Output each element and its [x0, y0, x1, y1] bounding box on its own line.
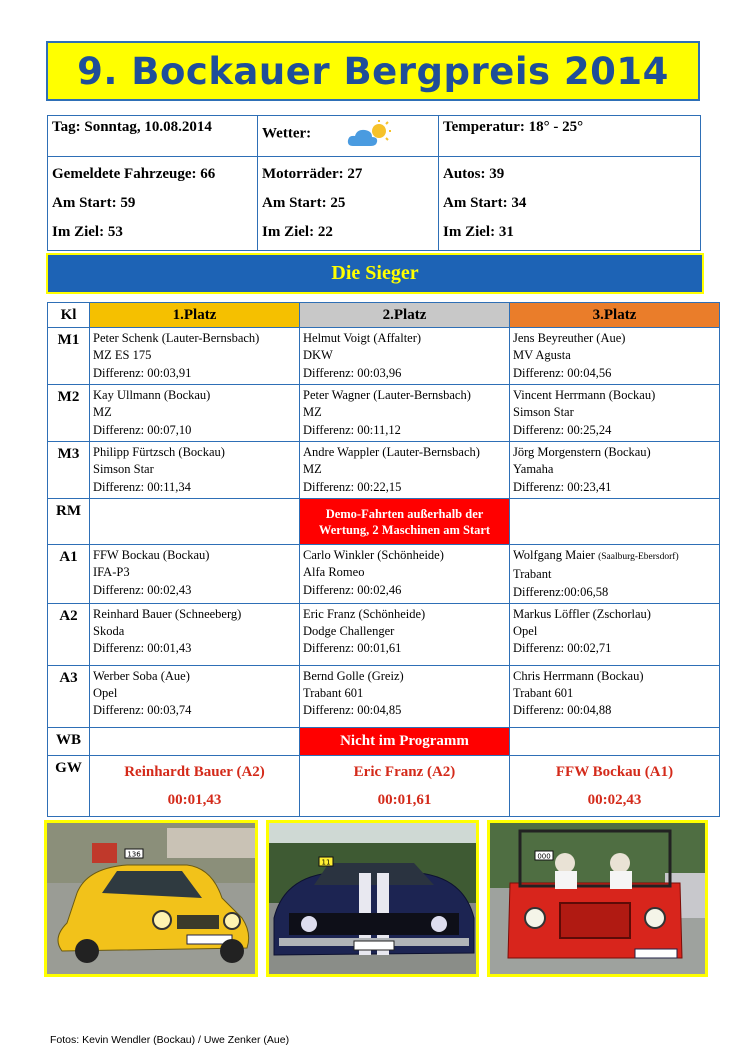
- table-row: [48, 385, 720, 442]
- motorcycles-finished: Im Ziel: 22: [262, 224, 333, 240]
- photo-red-truck: [487, 820, 708, 977]
- class-label: A1: [48, 545, 90, 604]
- table-row: [48, 727, 720, 755]
- class-label: A3: [48, 665, 90, 727]
- result-cell: Bernd Golle (Greiz) Trabant 601 Differenz: 00:04,85: [300, 665, 510, 727]
- result-cell: Peter Schenk (Lauter-Bernsbach) MZ ES 175 Differenz: 00:03,91: [90, 328, 300, 385]
- table-row: [48, 499, 720, 545]
- result-cell: Werber Soba (Aue) Opel Differenz: 00:03,74: [90, 665, 300, 727]
- table-row: [48, 755, 720, 816]
- result-cell: Carlo Winkler (Schönheide) Alfa Romeo Differenz: 00:02,46: [300, 545, 510, 604]
- winners-banner: [46, 253, 704, 294]
- result-cell: Helmut Voigt (Affalter) DKW Differenz: 00:03,96: [300, 328, 510, 385]
- temperature-cell: Temperatur: 18° - 25°: [439, 116, 701, 157]
- result-cell: Andre Wappler (Lauter-Bernsbach) MZ Differenz: 00:22,15: [300, 442, 510, 499]
- class-label: RM: [48, 499, 90, 545]
- empty-cell: [510, 727, 720, 755]
- result-cell: Markus Löffler (Zschorlau) Opel Differenz: 00:02,71: [510, 603, 720, 665]
- table-row: [48, 328, 720, 385]
- photo-credits: Fotos: Kevin Wendler (Bockau) / Uwe Zenker (Aue): [50, 1034, 290, 1046]
- table-row: [48, 442, 720, 499]
- date-cell: Tag: Sonntag, 10.08.2014: [48, 116, 258, 157]
- result-cell: Kay Ullmann (Bockau) MZ Differenz: 00:07,10: [90, 385, 300, 442]
- registered-vehicles: Gemeldete Fahrzeuge: 66: [52, 166, 216, 182]
- table-row: [48, 545, 720, 604]
- cars-finished: Im Ziel: 31: [443, 224, 514, 240]
- empty-cell: [510, 499, 720, 545]
- result-cell: Wolfgang Maier (Saalburg-Ebersdorf) Trabant Differenz:00:06,58: [510, 545, 720, 604]
- first-place-header: 1.Platz: [90, 303, 300, 328]
- result-cell: Eric Franz (Schönheide) Dodge Challenger Differenz: 00:01,61: [300, 603, 510, 665]
- result-cell: Chris Herrmann (Bockau) Trabant 601 Differenz: 00:04,88: [510, 665, 720, 727]
- class-label: M1: [48, 328, 90, 385]
- cars-cell: [439, 157, 701, 251]
- cars-count: Autos: 39: [443, 166, 505, 182]
- overall-winner-1: Reinhardt Bauer (A2) 00:01,43: [90, 755, 300, 816]
- result-cell: FFW Bockau (Bockau) IFA-P3 Differenz: 00:02,43: [90, 545, 300, 604]
- event-info-table: [47, 115, 701, 251]
- vehicles-finished: Im Ziel: 53: [52, 224, 123, 240]
- weather-label: Wetter:: [262, 125, 312, 142]
- class-header: Kl: [48, 303, 90, 328]
- vehicles-started: Am Start: 59: [52, 195, 136, 211]
- results-header-row: [48, 303, 720, 328]
- photo-yellow-car: [44, 820, 258, 977]
- result-cell: Reinhard Bauer (Schneeberg) Skoda Differenz: 00:01,43: [90, 603, 300, 665]
- third-place-header: 3.Platz: [510, 303, 720, 328]
- class-label: M3: [48, 442, 90, 499]
- photo-badge-11: 11: [321, 858, 331, 867]
- page-title-box: [46, 41, 700, 101]
- class-label: M2: [48, 385, 90, 442]
- empty-cell: [90, 727, 300, 755]
- result-cell: Vincent Herrmann (Bockau) Simson Star Differenz: 00:25,24: [510, 385, 720, 442]
- class-label: A2: [48, 603, 90, 665]
- second-place-header: 2.Platz: [300, 303, 510, 328]
- photo-blue-car: [266, 820, 479, 977]
- result-cell: Jörg Morgenstern (Bockau) Yamaha Differenz: 00:23,41: [510, 442, 720, 499]
- photo-badge-000: 000: [537, 852, 551, 861]
- not-in-program-note: Nicht im Programm: [300, 727, 510, 755]
- demo-note: Demo-Fahrten außerhalb der Wertung, 2 Maschinen am Start: [300, 499, 510, 545]
- winners-heading: Die Sieger: [331, 262, 419, 284]
- result-cell: Philipp Fürtzsch (Bockau) Simson Star Differenz: 00:11,34: [90, 442, 300, 499]
- overall-winner-3: FFW Bockau (A1) 00:02,43: [510, 755, 720, 816]
- weather-cell: [258, 116, 439, 157]
- total-vehicles-cell: [48, 157, 258, 251]
- table-row: [48, 603, 720, 665]
- class-label: GW: [48, 755, 90, 816]
- motorcycles-cell: [258, 157, 439, 251]
- motorcycles-started: Am Start: 25: [262, 195, 346, 211]
- overall-winner-2: Eric Franz (A2) 00:01,61: [300, 755, 510, 816]
- result-cell: Jens Beyreuther (Aue) MV Agusta Differenz: 00:04,56: [510, 328, 720, 385]
- page-title: 9. Bockauer Bergpreis 2014: [77, 49, 669, 93]
- cars-started: Am Start: 34: [443, 195, 527, 211]
- partly-cloudy-icon: [345, 119, 397, 149]
- class-label: WB: [48, 727, 90, 755]
- results-table: [47, 302, 720, 817]
- motorcycles-count: Motorräder: 27: [262, 166, 363, 182]
- result-cell: Peter Wagner (Lauter-Bernsbach) MZ Differenz: 00:11,12: [300, 385, 510, 442]
- table-row: [48, 665, 720, 727]
- photo-badge-136: 136: [127, 850, 141, 859]
- empty-cell: [90, 499, 300, 545]
